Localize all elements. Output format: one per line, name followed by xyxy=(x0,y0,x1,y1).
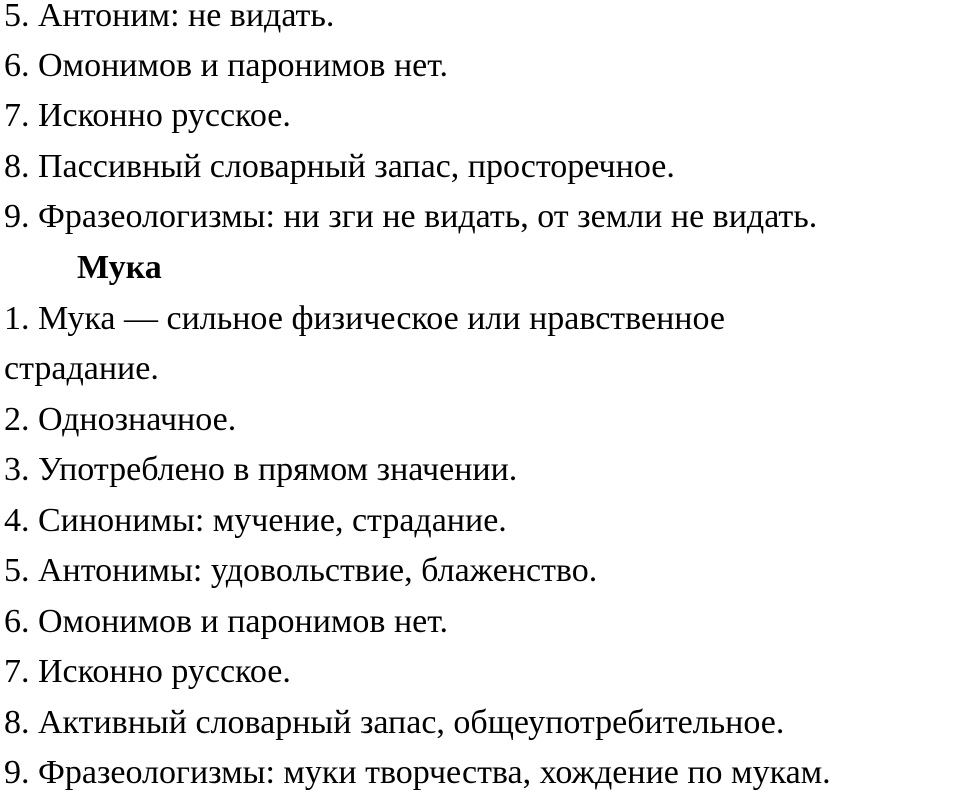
section-heading: Мука xyxy=(77,249,162,286)
text-line: 9. Фразеологизмы: ни зги не видать, от земли не видать. xyxy=(4,198,818,235)
text-line: 1. Мука — сильное физическое или нравственное xyxy=(4,300,726,337)
text-line: 8. Активный словарный запас, общеупотребительное. xyxy=(4,704,785,741)
text-line: 6. Омонимов и паронимов нет. xyxy=(4,47,449,84)
text-line: 7. Исконно русское. xyxy=(4,653,291,690)
text-line: страдание. xyxy=(4,350,159,387)
text-line: 6. Омонимов и паронимов нет. xyxy=(4,603,449,640)
text-line: 5. Антонимы: удовольствие, блаженство. xyxy=(4,552,598,589)
text-line: 5. Антоним: не видать. xyxy=(4,0,335,34)
text-line: 4. Синонимы: мучение, страдание. xyxy=(4,502,507,539)
text-line: 9. Фразеологизмы: муки творчества, хождение по мукам. xyxy=(4,754,831,791)
text-line: 7. Исконно русское. xyxy=(4,97,291,134)
text-line: 2. Однозначное. xyxy=(4,401,237,438)
text-line: 8. Пассивный словарный запас, просторечное. xyxy=(4,148,675,185)
text-line: 3. Употреблено в прямом значении. xyxy=(4,451,518,488)
